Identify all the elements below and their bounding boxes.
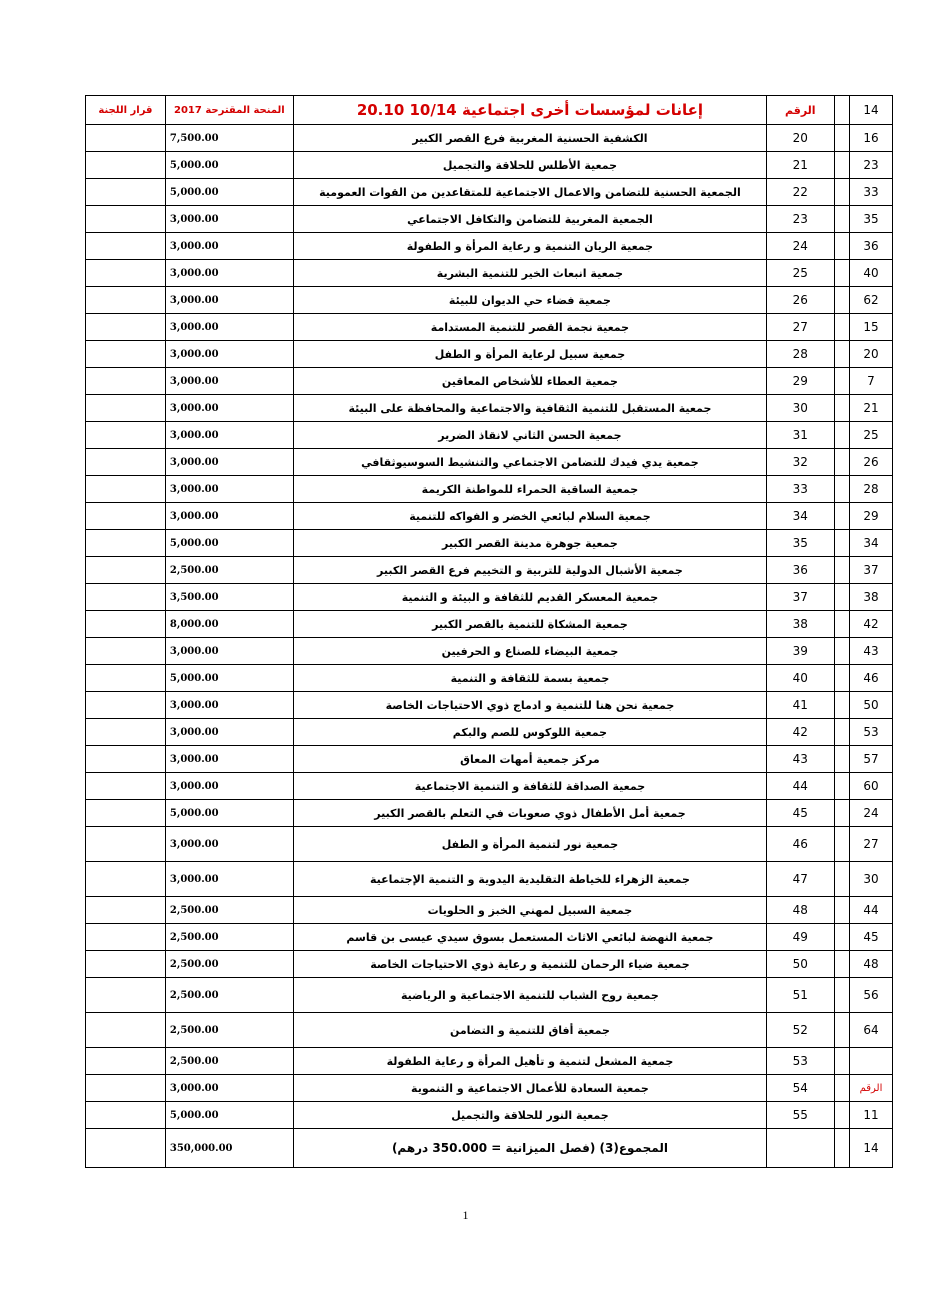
index-cell: 36 — [849, 233, 892, 260]
association-name-cell: جمعية السبيل لمهني الخبز و الحلويات — [293, 897, 766, 924]
number-cell: 23 — [767, 206, 835, 233]
number-cell: 22 — [767, 179, 835, 206]
index-cell: 26 — [849, 449, 892, 476]
number-cell: 47 — [767, 862, 835, 897]
number-cell: 39 — [767, 638, 835, 665]
column-gap — [834, 125, 849, 152]
decision-cell — [86, 557, 166, 584]
amount-cell: 3,000.00 — [165, 862, 293, 897]
decision-cell — [86, 665, 166, 692]
decision-cell — [86, 638, 166, 665]
table-row — [86, 584, 893, 611]
association-name-cell: مركز جمعية أمهات المعاق — [293, 746, 766, 773]
total-label: المجموع(3) (فصل الميزانية = 350.000 درهم) — [293, 1129, 766, 1168]
amount-cell: 3,000.00 — [165, 503, 293, 530]
amount-cell: 5,000.00 — [165, 530, 293, 557]
association-name-cell: جمعية المستقبل للتنمية الثقافية والاجتماعية والمحافظة على البيئة — [293, 395, 766, 422]
amount-cell: 2,500.00 — [165, 557, 293, 584]
column-gap — [834, 638, 849, 665]
amount-cell: 3,000.00 — [165, 746, 293, 773]
column-gap — [834, 1013, 849, 1048]
number-cell: 42 — [767, 719, 835, 746]
total-index: 14 — [849, 1129, 892, 1168]
index-cell: 34 — [849, 530, 892, 557]
association-name-cell: جمعية نجمة القصر للتنمية المستدامة — [293, 314, 766, 341]
number-cell: 34 — [767, 503, 835, 530]
table-title: إعانات لمؤسسات أخرى اجتماعية 10/14 20.10 — [293, 96, 766, 125]
index-cell: 29 — [849, 503, 892, 530]
column-gap — [834, 1129, 849, 1168]
amount-cell: 3,000.00 — [165, 422, 293, 449]
number-cell: 20 — [767, 125, 835, 152]
decision-cell — [86, 395, 166, 422]
column-gap — [834, 476, 849, 503]
index-cell: 56 — [849, 978, 892, 1013]
table-row — [86, 951, 893, 978]
amount-cell: 3,000.00 — [165, 476, 293, 503]
number-cell: 45 — [767, 800, 835, 827]
index-cell: 53 — [849, 719, 892, 746]
amount-cell: 3,000.00 — [165, 827, 293, 862]
column-gap — [834, 773, 849, 800]
number-cell: 40 — [767, 665, 835, 692]
column-gap — [834, 719, 849, 746]
column-gap — [834, 530, 849, 557]
table-row — [86, 897, 893, 924]
number-cell: 31 — [767, 422, 835, 449]
amount-cell: 3,000.00 — [165, 773, 293, 800]
amount-cell: 3,000.00 — [165, 233, 293, 260]
amount-cell: 5,000.00 — [165, 800, 293, 827]
column-gap — [834, 924, 849, 951]
amount-cell: 5,000.00 — [165, 152, 293, 179]
amount-cell: 3,000.00 — [165, 1075, 293, 1102]
association-name-cell: جمعية روح الشباب للتنمية الاجتماعية و الرياضية — [293, 978, 766, 1013]
column-gap — [834, 862, 849, 897]
association-name-cell: جمعية الريان التنمية و رعاية المرأة و الطفولة — [293, 233, 766, 260]
column-gap — [834, 665, 849, 692]
index-cell: 60 — [849, 773, 892, 800]
association-name-cell: جمعية نور لتنمية المرأة و الطفل — [293, 827, 766, 862]
association-name-cell: جمعية أفاق للتنمية و التضامن — [293, 1013, 766, 1048]
amount-cell: 2,500.00 — [165, 1048, 293, 1075]
table-row — [86, 530, 893, 557]
table-row — [86, 665, 893, 692]
association-name-cell: جمعية البيضاء للصناع و الحرفيين — [293, 638, 766, 665]
association-name-cell: جمعية النهضة لبائعي الاثاث المستعمل بسوق سيدي عيسى بن قاسم — [293, 924, 766, 951]
association-name-cell: جمعية فضاء حي الديوان للبيئة — [293, 287, 766, 314]
amount-cell: 2,500.00 — [165, 1013, 293, 1048]
decision-cell — [86, 422, 166, 449]
amount-cell: 3,000.00 — [165, 449, 293, 476]
table-row — [86, 422, 893, 449]
decision-cell — [86, 260, 166, 287]
association-name-cell: جمعية سبيل لرعاية المرأة و الطفل — [293, 341, 766, 368]
decision-cell — [86, 1075, 166, 1102]
index-cell: 37 — [849, 557, 892, 584]
number-cell: 49 — [767, 924, 835, 951]
index-cell: 44 — [849, 897, 892, 924]
number-cell: 53 — [767, 1048, 835, 1075]
decision-cell — [86, 719, 166, 746]
amount-cell: 3,000.00 — [165, 341, 293, 368]
association-name-cell: جمعية السعادة للأعمال الاجتماعية و التنموية — [293, 1075, 766, 1102]
table-row — [86, 746, 893, 773]
decision-cell — [86, 206, 166, 233]
total-row — [86, 1129, 893, 1168]
column-gap — [834, 800, 849, 827]
index-cell: 35 — [849, 206, 892, 233]
association-name-cell: جمعية النور للحلاقة والتجميل — [293, 1102, 766, 1129]
number-cell: 29 — [767, 368, 835, 395]
decision-cell — [86, 897, 166, 924]
index-cell: الرقم — [849, 1075, 892, 1102]
table-row — [86, 773, 893, 800]
decision-cell — [86, 1048, 166, 1075]
table-row — [86, 924, 893, 951]
association-name-cell: الجمعية المغربية للتضامن والتكافل الاجتماعي — [293, 206, 766, 233]
association-name-cell: جمعية المعسكر القديم للثقافة و البيئة و التنمية — [293, 584, 766, 611]
index-cell: 24 — [849, 800, 892, 827]
amount-cell: 3,000.00 — [165, 314, 293, 341]
table-row — [86, 1102, 893, 1129]
index-cell: 45 — [849, 924, 892, 951]
amount-cell: 2,500.00 — [165, 978, 293, 1013]
column-gap — [834, 449, 849, 476]
decision-cell — [86, 503, 166, 530]
decision-cell — [86, 1102, 166, 1129]
index-cell: 20 — [849, 341, 892, 368]
index-cell: 30 — [849, 862, 892, 897]
number-cell: 50 — [767, 951, 835, 978]
table-row — [86, 503, 893, 530]
association-name-cell: جمعية الأشبال الدولية للتربية و التخييم فرع القصر الكبير — [293, 557, 766, 584]
column-gap — [834, 152, 849, 179]
table-row — [86, 125, 893, 152]
index-cell: 7 — [849, 368, 892, 395]
table-row — [86, 557, 893, 584]
number-cell: 36 — [767, 557, 835, 584]
table-row — [86, 287, 893, 314]
number-cell: 44 — [767, 773, 835, 800]
column-gap — [834, 897, 849, 924]
column-gap — [834, 584, 849, 611]
column-gap — [834, 96, 849, 125]
column-gap — [834, 557, 849, 584]
table-row — [86, 719, 893, 746]
column-gap — [834, 692, 849, 719]
table-row — [86, 260, 893, 287]
number-header: الرقم — [767, 96, 835, 125]
index-cell: 64 — [849, 1013, 892, 1048]
amount-cell: 2,500.00 — [165, 951, 293, 978]
association-name-cell: جمعية العطاء للأشخاص المعاقين — [293, 368, 766, 395]
decision-cell — [86, 746, 166, 773]
association-name-cell: جمعية نحن هنا للتنمية و ادماج ذوي الاحتياجات الخاصة — [293, 692, 766, 719]
column-gap — [834, 503, 849, 530]
decision-cell — [86, 924, 166, 951]
column-gap — [834, 951, 849, 978]
association-name-cell: جمعية جوهرة مدينة القصر الكبير — [293, 530, 766, 557]
number-cell: 37 — [767, 584, 835, 611]
index-cell: 42 — [849, 611, 892, 638]
association-name-cell: الجمعية الحسنية للتضامن والاعمال الاجتماعية للمتقاعدين من القوات العمومية — [293, 179, 766, 206]
decision-cell — [86, 476, 166, 503]
number-cell: 35 — [767, 530, 835, 557]
association-name-cell: جمعية اللوكوس للصم والبكم — [293, 719, 766, 746]
association-name-cell: جمعية السلام لبائعي الخضر و الفواكه للتنمية — [293, 503, 766, 530]
decision-cell — [86, 692, 166, 719]
association-name-cell: جمعية المشكاة للتنمية بالقصر الكبير — [293, 611, 766, 638]
number-cell — [767, 1129, 835, 1168]
decision-cell — [86, 287, 166, 314]
association-name-cell: جمعية الصداقة للثقافة و التنمية الاجتماعية — [293, 773, 766, 800]
column-gap — [834, 611, 849, 638]
decision-cell — [86, 314, 166, 341]
table-row — [86, 206, 893, 233]
amount-cell: 3,500.00 — [165, 584, 293, 611]
decision-cell — [86, 1129, 166, 1168]
decision-cell — [86, 368, 166, 395]
grants-table — [85, 95, 893, 1168]
index-cell — [849, 1048, 892, 1075]
column-gap — [834, 395, 849, 422]
column-gap — [834, 179, 849, 206]
decision-cell — [86, 800, 166, 827]
amount-cell: 3,000.00 — [165, 368, 293, 395]
index-cell: 28 — [849, 476, 892, 503]
table-row — [86, 692, 893, 719]
index-cell: 50 — [849, 692, 892, 719]
association-name-cell: جمعية الأطلس للحلاقة والتجميل — [293, 152, 766, 179]
association-name-cell: جمعية الساقية الحمراء للمواطنة الكريمة — [293, 476, 766, 503]
index-cell: 25 — [849, 422, 892, 449]
index-cell: 15 — [849, 314, 892, 341]
number-cell: 32 — [767, 449, 835, 476]
column-gap — [834, 1048, 849, 1075]
decision-cell — [86, 233, 166, 260]
amount-cell: 5,000.00 — [165, 665, 293, 692]
association-name-cell: جمعية الحسن الثاني لانقاذ الضرير — [293, 422, 766, 449]
number-cell: 28 — [767, 341, 835, 368]
index-cell: 16 — [849, 125, 892, 152]
decision-cell — [86, 584, 166, 611]
table-row — [86, 179, 893, 206]
column-gap — [834, 233, 849, 260]
number-cell: 54 — [767, 1075, 835, 1102]
decision-cell — [86, 341, 166, 368]
number-cell: 26 — [767, 287, 835, 314]
number-cell: 33 — [767, 476, 835, 503]
association-name-cell: جمعية أمل الأطفال ذوي صعوبات في التعلم بالقصر الكبير — [293, 800, 766, 827]
amount-cell: 3,000.00 — [165, 719, 293, 746]
column-gap — [834, 827, 849, 862]
association-name-cell: جمعية بسمة للثقافة و التنمية — [293, 665, 766, 692]
column-gap — [834, 260, 849, 287]
column-gap — [834, 341, 849, 368]
number-cell: 48 — [767, 897, 835, 924]
table-row — [86, 611, 893, 638]
table-row — [86, 314, 893, 341]
table-row — [86, 233, 893, 260]
index-cell: 62 — [849, 287, 892, 314]
decision-cell — [86, 978, 166, 1013]
column-gap — [834, 1102, 849, 1129]
table-row — [86, 341, 893, 368]
index-cell: 48 — [849, 951, 892, 978]
decision-cell — [86, 611, 166, 638]
index-cell: 38 — [849, 584, 892, 611]
index-cell: 21 — [849, 395, 892, 422]
column-gap — [834, 314, 849, 341]
amount-cell: 3,000.00 — [165, 638, 293, 665]
amount-cell: 5,000.00 — [165, 1102, 293, 1129]
association-name-cell: جمعية انبعاث الخير للتنمية البشرية — [293, 260, 766, 287]
number-cell: 25 — [767, 260, 835, 287]
total-amount: 350,000.00 — [165, 1129, 293, 1168]
column-gap — [834, 368, 849, 395]
amount-cell: 3,000.00 — [165, 287, 293, 314]
index-header: 14 — [849, 96, 892, 125]
index-cell: 27 — [849, 827, 892, 862]
decision-cell — [86, 862, 166, 897]
number-cell: 46 — [767, 827, 835, 862]
table-row — [86, 800, 893, 827]
amount-cell: 3,000.00 — [165, 692, 293, 719]
amount-cell: 5,000.00 — [165, 179, 293, 206]
table-row — [86, 152, 893, 179]
table-row — [86, 638, 893, 665]
column-gap — [834, 206, 849, 233]
index-cell: 40 — [849, 260, 892, 287]
table-row — [86, 862, 893, 897]
decision-cell — [86, 125, 166, 152]
number-cell: 24 — [767, 233, 835, 260]
association-name-cell: جمعية ضياء الرحمان للتنمية و رعاية ذوي الاحتياجات الخاصة — [293, 951, 766, 978]
decision-cell — [86, 179, 166, 206]
amount-cell: 3,000.00 — [165, 260, 293, 287]
amount-cell: 7,500.00 — [165, 125, 293, 152]
association-name-cell: الكشفية الحسنية المغربية فرع القصر الكبير — [293, 125, 766, 152]
table-row — [86, 1075, 893, 1102]
decision-cell — [86, 530, 166, 557]
table-row — [86, 368, 893, 395]
table-row — [86, 978, 893, 1013]
decision-cell — [86, 951, 166, 978]
column-gap — [834, 287, 849, 314]
index-cell: 57 — [849, 746, 892, 773]
association-name-cell: جمعية يدي فيدك للتضامن الاجتماعي والتنشيط السوسيوثقافي — [293, 449, 766, 476]
column-gap — [834, 978, 849, 1013]
page-number: 1 — [462, 1208, 469, 1222]
association-name-cell: جمعية المشعل لتنمية و تأهيل المرأة و رعاية الطفولة — [293, 1048, 766, 1075]
index-cell: 43 — [849, 638, 892, 665]
amount-cell: 8,000.00 — [165, 611, 293, 638]
index-cell: 11 — [849, 1102, 892, 1129]
table-row — [86, 1013, 893, 1048]
grant-header: المنحة المقترحة 2017 — [165, 96, 293, 125]
table-row — [86, 476, 893, 503]
table-row — [86, 827, 893, 862]
header-row — [86, 96, 893, 125]
index-cell: 33 — [849, 179, 892, 206]
column-gap — [834, 746, 849, 773]
number-cell: 43 — [767, 746, 835, 773]
number-cell: 38 — [767, 611, 835, 638]
amount-cell: 3,000.00 — [165, 395, 293, 422]
association-name-cell: جمعية الزهراء للخياطة التقليدية اليدوية و التنمية الإجتماعية — [293, 862, 766, 897]
amount-cell: 2,500.00 — [165, 924, 293, 951]
amount-cell: 2,500.00 — [165, 897, 293, 924]
decision-cell — [86, 449, 166, 476]
decision-cell — [86, 827, 166, 862]
decision-cell — [86, 1013, 166, 1048]
column-gap — [834, 1075, 849, 1102]
table-row — [86, 449, 893, 476]
decision-cell — [86, 152, 166, 179]
decision-header: قرار اللجنة — [86, 96, 166, 125]
number-cell: 21 — [767, 152, 835, 179]
table-row — [86, 395, 893, 422]
number-cell: 27 — [767, 314, 835, 341]
index-cell: 46 — [849, 665, 892, 692]
number-cell: 51 — [767, 978, 835, 1013]
number-cell: 41 — [767, 692, 835, 719]
number-cell: 55 — [767, 1102, 835, 1129]
column-gap — [834, 422, 849, 449]
decision-cell — [86, 773, 166, 800]
number-cell: 30 — [767, 395, 835, 422]
number-cell: 52 — [767, 1013, 835, 1048]
table-row — [86, 1048, 893, 1075]
index-cell: 23 — [849, 152, 892, 179]
amount-cell: 3,000.00 — [165, 206, 293, 233]
